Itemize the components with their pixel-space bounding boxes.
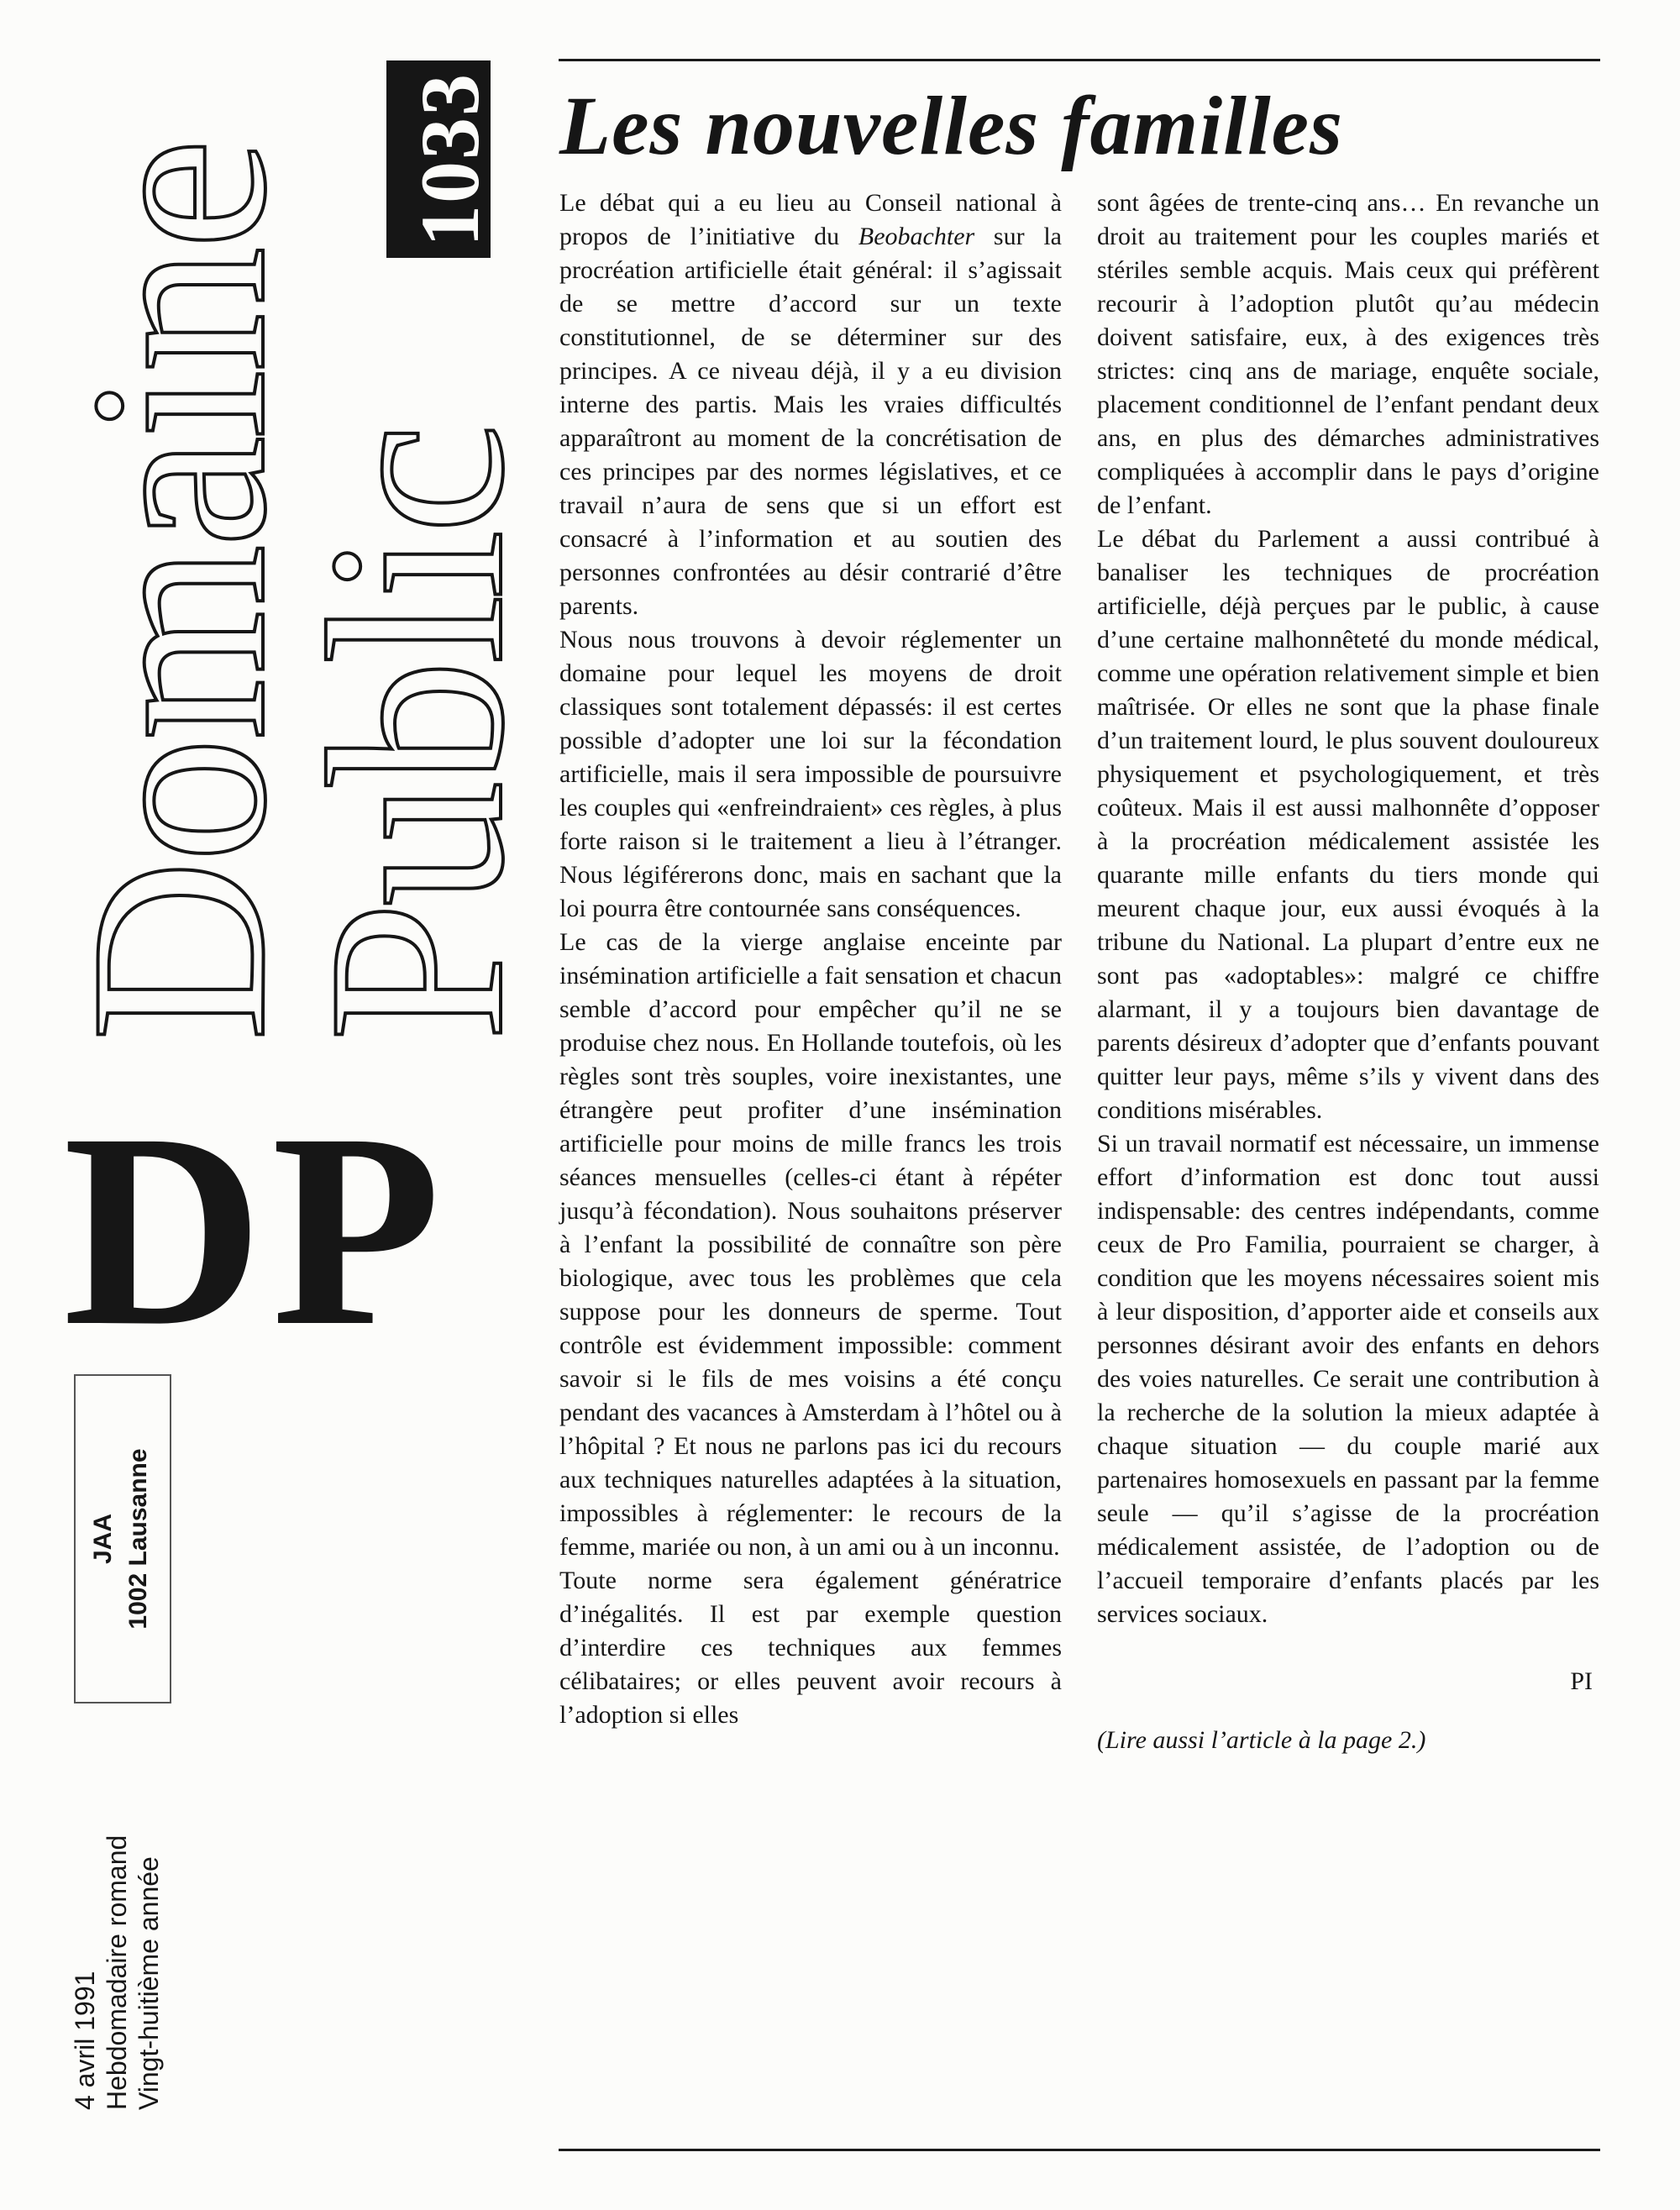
article-title: Les nouvelles familles [559, 79, 1343, 172]
jaa-city: 1002 Lausanne [124, 1448, 152, 1630]
jaa-postal-box [74, 1374, 171, 1703]
masthead-domaine: Domaine [39, 141, 318, 1042]
issue-date: 4 avril 1991 [70, 1971, 100, 2110]
paragraph [559, 186, 1062, 623]
issue-number-box [386, 60, 496, 258]
text-run: sur la procréation artificielle était général: il s’agissait de se mettre d’accord sur un texte constitutionnel, de se déterminer sur des principes. A ce niveau déjà, il y a eu division interne des partis. Mais les vraies difficultés apparaîtront au moment de la concrétisation de ces principes par des normes législatives, et ce travail n’aura de sens que si un effort est consacré à l’information et au soutien des personnes confrontées au désir contrarié d’être parents. [559, 223, 1062, 620]
paragraph: sont âgées de trente-cinq ans… En revanche un droit au traitement pour les couples mariés et stériles semble acquis. Mais ceux qui préfèrent recourir à l’adoption plutôt qu’au médecin doivent satisfaire, eux, à des exigences très strictes: cinq ans de mariage, enquête sociale, placement conditionnel de l’enfant pendant deux ans, en plus des démarches administratives compliquées à accomplir dans le pays d’origine de l’enfant. [1097, 189, 1599, 519]
magazine-name: Beobachter [858, 223, 975, 250]
dp-logo: DP [63, 1077, 449, 1383]
article-column-right [1097, 186, 1599, 1757]
issue-number: 1033 [403, 72, 496, 247]
masthead-public: Public [276, 428, 555, 1042]
article-column-left [559, 186, 1062, 1732]
paragraph: Nous nous trouvons à devoir réglementer un domaine pour lequel les moyens de droit classiques sont totalement dépassés: il est certes possible d’adopter une loi sur la fécondation artificielle, mais il sera impossible de poursuivre les couples qui «enfreindraient» ces règles, à plus forte raison si le traitement a lieu à l’étranger. Nous légiférerons donc, mais en sachant que la loi pourra être contournée sans conséquences. [559, 626, 1062, 922]
paragraph: Toute norme sera également génératrice d’inégalités. Il est par exemple question d’interdire ces techniques aux femmes célibataires; or elles peuvent avoir recours à l’adoption si elles [559, 1567, 1062, 1729]
top-rule [559, 59, 1600, 61]
paragraph: Si un travail normatif est nécessaire, un immense effort d’information est donc tout aussi indispensable: des centres indépendants, comme ceux de Pro Familia, pourraient se charger, à condition que les moyens nécessaires soient mis à leur disposition, d’apporter aide et conseils aux personnes désirant avoir des enfants en dehors des voies naturelles. Ce serait une contribution à la recherche de la solution la mieux adaptée à chaque situation — du couple marié aux partenaires homosexuels en passant par la femme seule — qu’il s’agisse de la procréation médicalement assistée, de l’adoption ou de l’accueil temporaire d’enfants placés par les services sociaux. [1097, 1130, 1599, 1628]
periodicity: Hebdomadaire romand [102, 1835, 132, 2110]
jaa-postal-text [86, 1386, 156, 1692]
paragraph: Le cas de la vierge anglaise enceinte par insémination artificielle a fait sensation et chacun semble d’accord pour empêcher qu’il ne se produise chez nous. En Hollande toutefois, où les règles sont très souples, voire inexistantes, une étrangère peut profiter d’une insémination artificielle pour moins de mille francs les trois séances mensuelles (celles-ci étant à répéter jusqu’à fécondation). Nous souhaitons préserver à l’enfant la possibilité de connaître son père biologique, avec tous les problèmes que cela suppose pour les donneurs de sperme. Tout contrôle est évidemment impossible: comment savoir si le fils de mes voisins a été conçu pendant des vacances à Amsterdam à l’hôtel ou à l’hôpital ? Et nous ne parlons pas ici du recours aux techniques naturelles adaptées à la situation, impossibles à réglementer: le recours de la femme, mariée ou non, à un ami ou à un inconnu. [559, 928, 1062, 1561]
text-run: Le débat qui a eu lieu au Conseil national à propos de l’initiative du [559, 189, 1062, 250]
bottom-rule [559, 2149, 1600, 2151]
author-signature: PI [1570, 1667, 1593, 1695]
publication-year: Vingt-huitième année [134, 1856, 164, 2110]
imprint [69, 1835, 165, 2110]
jaa-label: JAA [89, 1514, 117, 1565]
paragraph: Le débat du Parlement a aussi contribué à banaliser les techniques de procréation artificielle, déjà perçues par le public, à cause d’une certaine malhonnêteté du monde médical, comme une opération relativement simple et bien maîtrisée. Or elles ne sont que la phase finale d’un traitement lourd, le plus souvent douloureux physiquement et psychologiquement, et très coûteux. Mais il est aussi malhonnête d’opposer à la procréation médicalement assistée les quarante mille enfants du tiers monde qui meurent chaque jour, eux aussi évoqués à la tribune du National. La plupart d’entre eux ne sont pas «adoptables»: malgré ce chiffre alarmant, il y a toujours bien davantage de parents désireux d’adopter que d’enfants pouvant quitter leur pays, même s’ils y vivent dans des conditions misérables. [1097, 525, 1599, 1124]
see-also-note: (Lire aussi l’article à la page 2.) [1097, 1726, 1426, 1754]
